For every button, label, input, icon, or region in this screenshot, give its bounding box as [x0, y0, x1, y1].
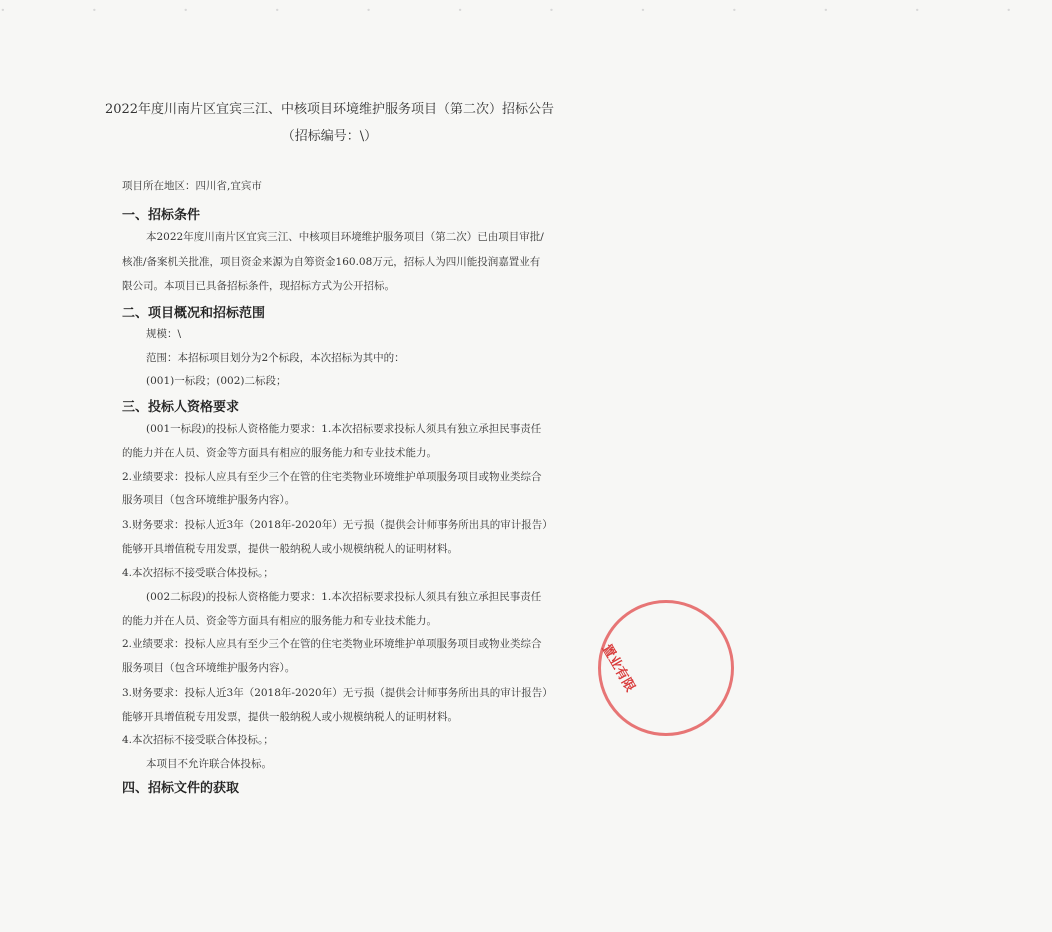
paragraph-line: 2.业绩要求：投标人应具有至少三个在管的住宅类物业环境维护单项服务项目或物业类综合 — [122, 638, 542, 650]
paragraph-line: 限公司。本项目已具备招标条件，现招标方式为公开招标。 — [122, 280, 395, 292]
paragraph-line: 本项目不允许联合体投标。 — [146, 758, 272, 770]
paragraph-line: 4.本次招标不接受联合体投标。； — [122, 734, 274, 746]
paragraph-line: 3.财务要求：投标人近3年（2018年-2020年）无亏损（提供会计师事务所出具的审计报告） — [122, 687, 553, 699]
tender-number: （招标编号：\） — [281, 129, 378, 144]
paragraph-line: (002二标段)的投标人资格能力要求：1.本次招标要求投标人须具有独立承担民事责任 — [146, 591, 542, 603]
section-heading-3: 三、投标人资格要求 — [122, 400, 240, 415]
paragraph-line: 本2022年度川南片区宜宾三江、中核项目环境维护服务项目（第二次）已由项目审批/ — [146, 231, 544, 243]
company-seal-text: 置业有限 — [598, 642, 638, 695]
project-region: 项目所在地区：四川省,宜宾市 — [122, 180, 262, 192]
paragraph-line: 2.业绩要求：投标人应具有至少三个在管的住宅类物业环境维护单项服务项目或物业类综合 — [122, 471, 542, 483]
paragraph-line: (001)一标段；(002)二标段； — [146, 375, 287, 387]
paragraph-line: 的能力并在人员、资金等方面具有相应的服务能力和专业技术能力。 — [122, 447, 437, 459]
paragraph-line: 能够开具增值税专用发票，提供一般纳税人或小规模纳税人的证明材料。 — [122, 711, 458, 723]
paragraph-line: 的能力并在人员、资金等方面具有相应的服务能力和专业技术能力。 — [122, 615, 437, 627]
paragraph-line: 服务项目（包含环境维护服务内容）。 — [122, 662, 296, 674]
section-heading-4: 四、招标文件的获取 — [122, 781, 240, 796]
paragraph-line: 3.财务要求：投标人近3年（2018年-2020年）无亏损（提供会计师事务所出具的审计报告） — [122, 519, 553, 531]
paragraph-line: 范围：本招标项目划分为2个标段，本次招标为其中的： — [146, 352, 405, 364]
paragraph-line: 核准/备案机关批准，项目资金来源为自筹资金160.08万元，招标人为四川能投润嘉置业有 — [122, 256, 541, 268]
paragraph-line: 4.本次招标不接受联合体投标。； — [122, 567, 274, 579]
paragraph-line: 能够开具增值税专用发票，提供一般纳税人或小规模纳税人的证明材料。 — [122, 543, 458, 555]
paragraph-line: 服务项目（包含环境维护服务内容）。 — [122, 494, 296, 506]
paragraph-line: (001一标段)的投标人资格能力要求：1.本次招标要求投标人须具有独立承担民事责任 — [146, 423, 542, 435]
document-title: 2022年度川南片区宜宾三江、中核项目环境维护服务项目（第二次）招标公告 — [104, 102, 555, 117]
paragraph-line: 规模：\ — [146, 328, 182, 340]
section-heading-1: 一、招标条件 — [122, 208, 201, 223]
scan-artifacts: · · · · · · · · · · · · — [0, 0, 1052, 21]
section-heading-2: 二、项目概况和招标范围 — [122, 306, 266, 321]
